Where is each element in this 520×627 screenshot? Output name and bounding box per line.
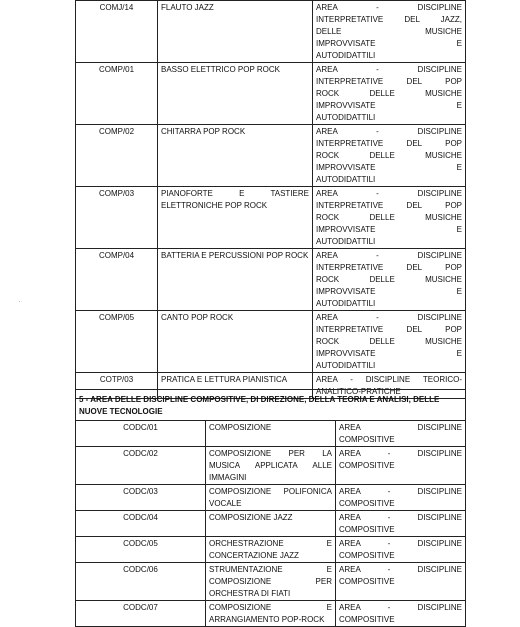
area-line: INTERPRETATIVE DEL POP: [316, 77, 462, 86]
area-line: AREA - DISCIPLINE: [316, 189, 462, 198]
area-line: IMPROVVISATE E: [316, 163, 462, 172]
discipline-name: COMPOSIZIONE PER LA MUSICA APPLICATA ALLE IMMAGINI: [206, 447, 336, 485]
table-row: [76, 1, 466, 63]
discipline-name: COMPOSIZIONE: [206, 421, 336, 447]
discipline-name: FLAUTO JAZZ: [158, 1, 313, 63]
area-line: AREA - DISCIPLINE: [339, 565, 462, 574]
area-line: IMPROVVISATE E: [316, 101, 462, 110]
discipline-name: CANTO POP ROCK: [158, 311, 313, 373]
discipline-code: COMJ/14: [76, 1, 158, 63]
discipline-code: CODC/03: [76, 485, 206, 511]
area-line: AREA - DISCIPLINE: [339, 603, 462, 612]
table-body: [76, 1, 466, 399]
discipline-code: COMP/02: [76, 125, 158, 187]
table-row: [76, 511, 466, 537]
discipline-code: CODC/04: [76, 511, 206, 537]
discipline-area: [313, 311, 466, 373]
discipline-area: [313, 125, 466, 187]
area-line: ROCK DELLE MUSICHE: [316, 275, 462, 284]
discipline-code: COTP/03: [76, 373, 158, 399]
area-line: INTERPRETATIVE DEL POP: [316, 263, 462, 272]
area-line: INTERPRETATIVE DEL POP: [316, 139, 462, 148]
discipline-code: COMP/04: [76, 249, 158, 311]
area-line: INTERPRETATIVE DEL POP: [316, 201, 462, 210]
table-row: [76, 485, 466, 511]
area-line: ROCK DELLE MUSICHE: [316, 151, 462, 160]
area-line: COMPOSITIVE: [339, 499, 395, 508]
discipline-code: COMP/01: [76, 63, 158, 125]
table-row: [76, 187, 466, 249]
area-line: AREA - DISCIPLINE: [316, 127, 462, 136]
area-line: AREA DISCIPLINE: [339, 423, 462, 432]
discipline-area: [336, 537, 466, 563]
disciplines-table-compositive: [75, 389, 466, 627]
discipline-name: CHITARRA POP ROCK: [158, 125, 313, 187]
area-line: AUTODIDATTILI: [316, 113, 376, 122]
area-line: AUTODIDATTILI: [316, 237, 376, 246]
section-header-row: [76, 390, 466, 421]
area-line: AREA - DISCIPLINE: [339, 487, 462, 496]
area-line: AUTODIDATTILI: [316, 51, 376, 60]
area-line: INTERPRETATIVE DEL POP: [316, 325, 462, 334]
table-row: [76, 63, 466, 125]
discipline-name: PRATICA E LETTURA PIANISTICA: [158, 373, 313, 399]
discipline-area: [313, 249, 466, 311]
discipline-name: BASSO ELETTRICO POP ROCK: [158, 63, 313, 125]
area-line: ROCK DELLE MUSICHE: [316, 213, 462, 222]
table-row: [76, 249, 466, 311]
area-line: IMPROVVISATE E: [316, 349, 462, 358]
discipline-code: CODC/05: [76, 537, 206, 563]
area-line: AREA - DISCIPLINE: [339, 513, 462, 522]
area-line: COMPOSITIVE: [339, 525, 395, 534]
area-line: DELLE MUSICHE: [316, 27, 462, 36]
table-row: [76, 311, 466, 373]
table-row: [76, 537, 466, 563]
discipline-area: [336, 485, 466, 511]
area-line: COMPOSITIVE: [339, 577, 395, 586]
area-line: AUTODIDATTILI: [316, 361, 376, 370]
area-line: AUTODIDATTILI: [316, 175, 376, 184]
area-line: ROCK DELLE MUSICHE: [316, 89, 462, 98]
discipline-area: [313, 187, 466, 249]
discipline-name: COMPOSIZIONE POLIFONICA VOCALE: [206, 485, 336, 511]
area-line: IMPROVVISATE E: [316, 287, 462, 296]
discipline-name: PIANOFORTE E TASTIERE ELETTRONICHE POP ROCK: [158, 187, 313, 249]
discipline-code: CODC/01: [76, 421, 206, 447]
table-row: [76, 563, 466, 601]
discipline-area: [336, 447, 466, 485]
area-line: COMPOSITIVE: [339, 435, 395, 444]
area-line: COMPOSITIVE: [339, 551, 395, 560]
table-row: [76, 421, 466, 447]
discipline-name: COMPOSIZIONE E ARRANGIAMENTO POP-ROCK: [206, 601, 336, 627]
area-line: IMPROVVISATE E: [316, 39, 462, 48]
discipline-code: CODC/06: [76, 563, 206, 601]
discipline-area: [313, 1, 466, 63]
area-line: AREA - DISCIPLINE: [316, 3, 462, 12]
discipline-name: BATTERIA E PERCUSSIONI POP ROCK: [158, 249, 313, 311]
table-row: [76, 125, 466, 187]
area-line: AREA - DISCIPLINE: [316, 251, 462, 260]
discipline-code: CODC/02: [76, 447, 206, 485]
area-line: AREA - DISCIPLINE: [339, 539, 462, 548]
discipline-code: COMP/03: [76, 187, 158, 249]
discipline-area: [336, 421, 466, 447]
discipline-area: [336, 601, 466, 627]
scan-speck: [19, 301, 20, 302]
discipline-name: ORCHESTRAZIONE E CONCERTAZIONE JAZZ: [206, 537, 336, 563]
area-line: AREA - DISCIPLINE: [316, 65, 462, 74]
discipline-code: CODC/07: [76, 601, 206, 627]
area-line: IMPROVVISATE E: [316, 225, 462, 234]
disciplines-table-pop-jazz: [75, 0, 466, 399]
area-line: AUTODIDATTILI: [316, 299, 376, 308]
discipline-name: STRUMENTAZIONE E COMPOSIZIONE PER ORCHESTRA DI FIATI: [206, 563, 336, 601]
area-line: ROCK DELLE MUSICHE: [316, 337, 462, 346]
discipline-area: [336, 511, 466, 537]
area-line: AREA - DISCIPLINE TEORICO-: [316, 375, 462, 384]
area-line: COMPOSITIVE: [339, 461, 395, 470]
area-line: ANALITICO-PRATICHE: [316, 387, 401, 396]
area-line: INTERPRETATIVE DEL JAZZ,: [316, 15, 462, 24]
table-row: [76, 601, 466, 627]
area-line: COMPOSITIVE: [339, 615, 395, 624]
area-line: AREA - DISCIPLINE: [339, 449, 462, 458]
discipline-area: [313, 63, 466, 125]
discipline-name: COMPOSIZIONE JAZZ: [206, 511, 336, 537]
area-line: AREA - DISCIPLINE: [316, 313, 462, 322]
discipline-area: [336, 563, 466, 601]
table-row: [76, 447, 466, 485]
section-header: 5 - AREA DELLE DISCIPLINE COMPOSITIVE, DI DIREZIONE, DELLA TEORIA E ANALISI, DELLE NUOVE TECNOLOGIE: [76, 390, 466, 421]
discipline-code: COMP/05: [76, 311, 158, 373]
